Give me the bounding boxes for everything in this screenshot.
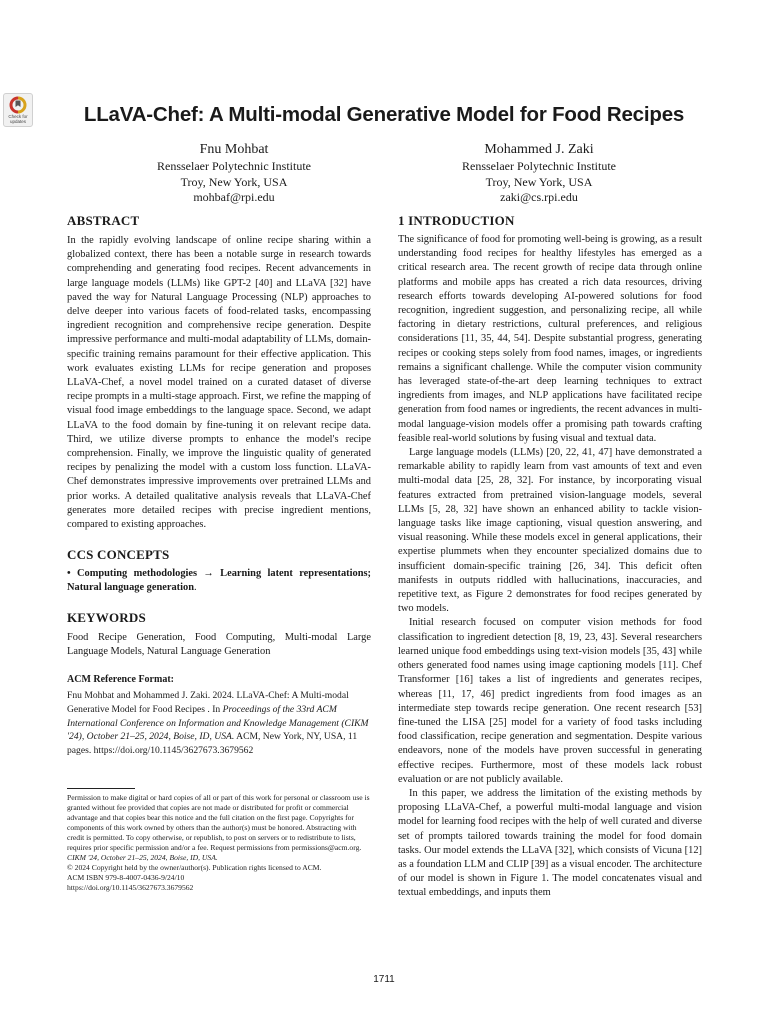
author-email[interactable]: mohbaf@rpi.edu [193,190,275,204]
left-column [67,212,371,893]
permission-text: Permission to make digital or hard copies of all or part of this work for personal or classroom use is granted without fee provided that copies are not made or distributed for profit or commercial advantage and that copies bear this notice and the full citation on the first page. Copyrights for components of this work owned by others than the author(s) must be honored. Abstracting with credit is permitted. To copy otherwise, or republish, to post on servers or to redistribute to lists, requires prior specific permission and/or a fee. Request permissions from permissions@acm.org. [67,793,370,853]
badge-text: Check for updates [8,114,28,124]
permission-doi[interactable]: https://doi.org/10.1145/3627673.3679562 [67,883,194,893]
permission-conference: CIKM '24, October 21–25, 2024, Boise, ID, USA. [67,853,218,863]
author-location: Troy, New York, USA [485,174,593,189]
page-number: 1711 [373,974,395,985]
author-name: Mohammed J. Zaki [484,142,594,157]
intro-paragraph: In this paper, we address the limitation of the existing methods by proposing LLaVA-Chef, a powerful multi-modal language and vision model for learning food recipes with the help of well curated and diverse set of prompts tailored towards training the model for food domain tasks. Our model extends the LLaVA [32], which consists of Vicuna [12] as a foundation LLM and CLIP [39] as a visual encoder. The architecture of our model is shown in Figure 1. The model concatenates visual and textual embeddings, and inputs them [398,787,702,899]
footnote-rule [67,788,135,789]
author-name: Fnu Mohbat [199,142,269,157]
author-block-1 [84,141,384,206]
acm-reference-heading: ACM Reference Format: [67,674,174,686]
ccs-text [67,567,371,595]
ccs-end: . [194,582,197,594]
introduction-heading: 1 INTRODUCTION [398,213,515,228]
ccs-concepts: Computing methodologies → Learning latent representations; Natural language generation [67,568,371,594]
abstract-text: In the rapidly evolving landscape of online recipe sharing within a globalized context, there has been a notable surge in research towards comprehending and generating food recipes. Recent advancements in large language models (LLMs) like GPT-2 [40] and LLaVA [32] have paved the way for Natural Language Processing (NLP) approaches to delve deeper into various facets of food-related tasks, encompassing ingredient recognition and comprehensive recipe generation. Despite impressive performance and multi-modal adaptability of LLMs, domain-specific training remains paramount for their effective application. This work evaluates existing LLMs for recipe generation and proposes LLaVA-Chef, a novel model trained on a curated dataset of diverse recipe prompts in a multi-stage approach. First, we refine the mapping of visual food image embeddings to the language space. Second, we adapt LLaVA to the food domain by fine-tuning it on relevant recipe data. Third, we utilize diverse prompts to enhance the model's recipe comprehension. Finally, we improve the linguistic quality of generated recipes by penalizing the model with a custom loss function. LLaVA-Chef demonstrates impressive improvements over pretrained LLMs and prior works. A detailed qualitative analysis reveals that LLaVA-Chef generates more detailed recipes with precise ingredient mentions, compared to existing approaches. [67,235,371,531]
intro-paragraph: Large language models (LLMs) [20, 22, 41, 47] have demonstrated a remarkable ability to rapidly learn from vast amounts of text and even multi-modal data [25, 28, 32]. For instance, by incorporating visual features extracted from pretrained vision-language models, several LLMs [5, 28, 32] have shown an enhanced ability to tackle vision-language tasks like image captioning, visual question answering, and visual reasoning. While these models excel in general applications, their expertise plummets when they encounter specialized domains due to insufficient domain-specific training [26, 34]. This deficit often manifests in outputs riddled with hallucinations, inaccuracies, and repetitive text, as Figure 2 demonstrates for food recipes generated by two models. [398,447,702,615]
intro-paragraph: Initial research focused on computer vision methods for food classification to ingredient detection [8, 19, 23, 43]. Several researchers learned unique food embeddings using text-vision models [35, 43] while others generated food names using image captioning models [11]. Chef Transformer [16] takes a list of ingredients and generates recipes, whereas [11, 17, 46] predict ingredients from food images as an intermediate step towards recipe generation. One recent research [53] fine-tuned the LISA [25] model for a variety of food tasks including food classification, recipe generation and segmentation. Despite various endeavors, none of the models have proven successful in generating effective recipes. Furthermore, most of these models lack robust evaluation or are not publicly available. [398,617,702,785]
permission-copyright: © 2024 Copyright held by the owner/author(s). Publication rights licensed to ACM. [67,863,322,873]
permission-isbn: ACM ISBN 979-8-4007-0436-9/24/10 [67,873,185,883]
ccs-heading: CCS CONCEPTS [67,547,170,563]
acm-reference-authors: Fnu Mohbat and Mohammed J. Zaki. 2024. LLaVA-Chef: A Multi-modal Generative Model for Food Recipes . In [67,690,349,715]
author-email[interactable]: zaki@cs.rpi.edu [500,190,578,204]
author-affiliation: Rensselaer Polytechnic Institute [462,159,616,173]
author-block-2 [389,141,689,206]
keywords-heading: KEYWORDS [67,609,146,625]
abstract-heading: ABSTRACT [67,213,140,228]
ccs-bullet: • [67,568,71,580]
acm-reference-text [67,689,371,758]
author-affiliation: Rensselaer Polytechnic Institute [157,159,311,173]
paper-title: LLaVA-Chef: A Multi-modal Generative Model for Food Recipes [83,103,685,126]
author-location: Troy, New York, USA [180,174,288,189]
intro-paragraph: The significance of food for promoting well-being is growing, as a result understanding food recipes for healthy lifestyles has emerged as a critical research area. The recent growth of recipe data through online platforms and mobile apps has created a rich data resources, driving research efforts towards developing AI-powered solutions for food recognition, ingredient suggestion, and personalizing recipe, all while factoring in dietary restrictions, cultural preferences, and religious considerations [11, 35, 44, 54]. Despite substantial progress, generating recipes or cooking steps solely from food names, images, or ingredients remains a significant challenge. While the computer vision community has leveraged state-of-the-art deep learning techniques to extract ingredients from images, and NLP applications have facilitated recipe generation from food names or ingredients, the recent advances in multi-modal language-vision models offer a promising path towards crafting feasible real-world solutions by fusing visual and textual data. [398,234,702,444]
right-column [398,212,702,901]
keywords-text: Food Recipe Generation, Food Computing, Multi-modal Large Language Models, Natural Language Generation [67,631,371,657]
acm-reference-publisher: ACM, New York, NY, USA, 11 pages. https://doi.org/10.1145/3627673.3679562 [67,731,358,757]
acm-reference-proceedings: Proceedings of the 33rd ACM International Conference on Information and Knowledge Management (CIKM '24), October 21–25, 2024, Boise, ID, USA. [67,703,369,743]
permission-block [67,793,371,893]
